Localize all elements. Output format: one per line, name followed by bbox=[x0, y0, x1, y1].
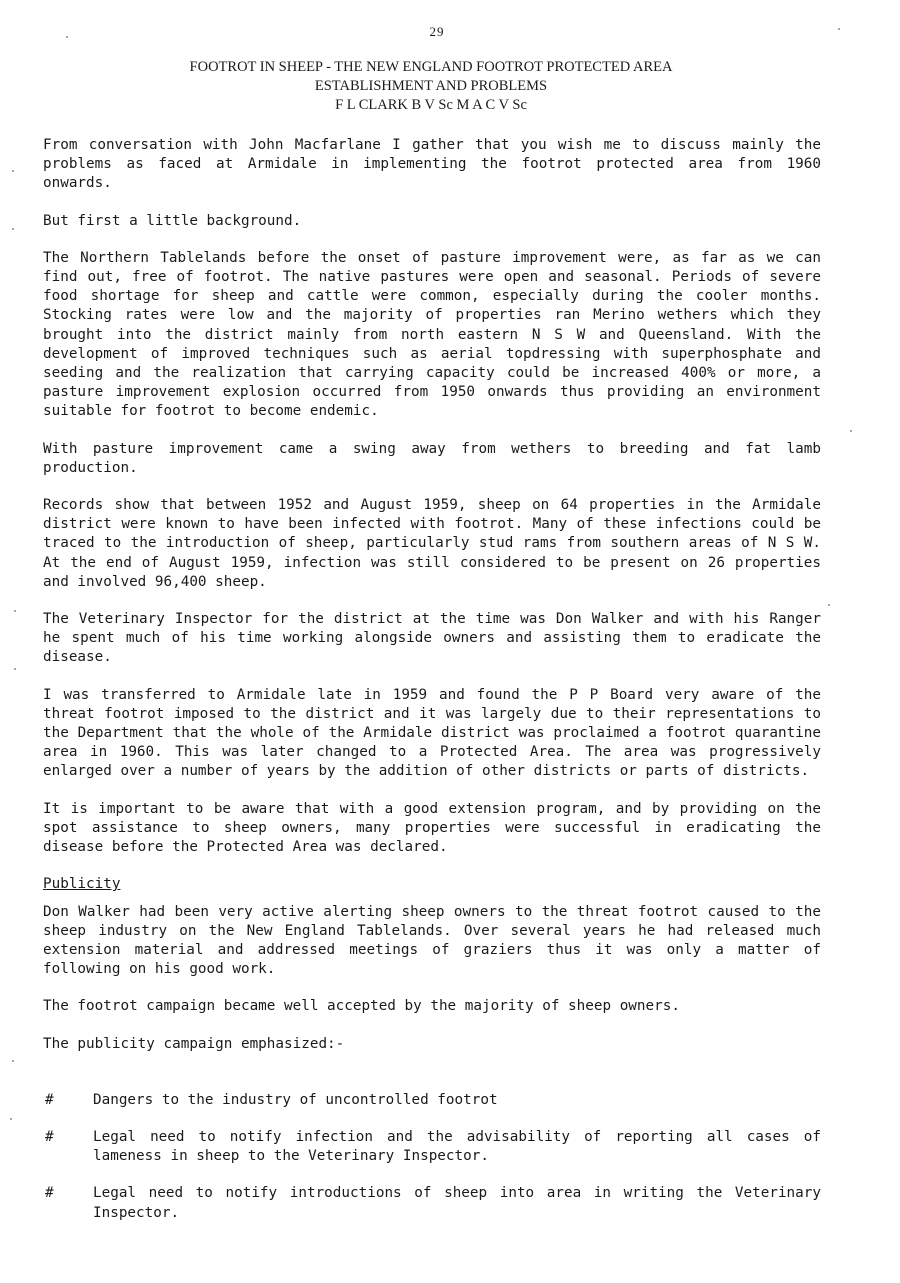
paragraph-extension-program: It is important to be aware that with a good extension program, and by providing on the spot assistance to sheep owners, many properties were successful in eradicating the disease before the Protected Area was declared. bbox=[43, 800, 821, 856]
paragraph-campaign-emphasized: The publicity campaign emphasized:- bbox=[43, 1035, 345, 1052]
bullet-text: Dangers to the industry of uncontrolled footrot bbox=[93, 1091, 498, 1108]
publicity-bullet-list bbox=[43, 1091, 821, 1223]
list-item bbox=[43, 1128, 821, 1166]
author-line: F L CLARK B V Sc M A C V Sc bbox=[335, 97, 527, 113]
scan-speck bbox=[850, 430, 852, 432]
page-number: 29 bbox=[429, 24, 445, 39]
paragraph-background-lead: But first a little background. bbox=[43, 212, 302, 229]
scan-speck bbox=[12, 1060, 14, 1062]
scan-speck bbox=[12, 228, 14, 230]
scan-speck bbox=[14, 668, 16, 670]
scan-speck bbox=[12, 170, 14, 172]
list-item bbox=[43, 1184, 821, 1222]
scan-speck bbox=[14, 610, 16, 612]
section-heading-publicity: Publicity bbox=[43, 876, 121, 893]
paragraph-intro: From conversation with John Macfarlane I gather that you wish me to discuss mainly the problems as faced at Armidale in implementing the footrot protected area from 1960 onwards. bbox=[43, 137, 821, 192]
paragraph-don-walker: Don Walker had been very active alerting sheep owners to the threat footrot caused to the sheep industry on the New England Tablelands. Over several years he had released much extension material and addressed meetings of graziers thus it was only a matter of following on his good work. bbox=[43, 903, 821, 978]
paragraph-pasture-improvement: With pasture improvement came a swing away from wethers to breeding and fat lamb production. bbox=[43, 440, 821, 476]
paragraph-records: Records show that between 1952 and August 1959, sheep on 64 properties in the Armidale district were known to have been infected with footrot. Many of these infections could be traced to the introduction of sheep, particularly stud rams from southern areas of N S W. At the end of August 1959, infection was still considered to be present on 26 properties and involved 96,400 sheep. bbox=[43, 497, 821, 590]
document-body bbox=[43, 136, 821, 1241]
paragraph-northern-tablelands: The Northern Tablelands before the onset of pasture improvement were, as far as we can find out, free of footrot. The native pastures were open and seasonal. Periods of severe food shortage for sheep and cattle were common, especially during the cooler months. Stocking rates were low and the majority of properties ran Merino wethers which they brought into the district mainly from north eastern N S W and Queensland. With the development of improved techniques such as aerial topdressing with superphosphate and seeding and the realization that carrying capacity could be increased 400% or more, a pasture improvement explosion occurred from 1950 onwards thus providing an environment suitable for footrot to become endemic. bbox=[43, 249, 821, 420]
bullet-marker: # bbox=[45, 1128, 54, 1145]
document-subtitle: ESTABLISHMENT AND PROBLEMS bbox=[314, 78, 548, 94]
scan-speck bbox=[828, 604, 830, 606]
list-item bbox=[43, 1091, 821, 1110]
title-block bbox=[0, 58, 862, 115]
bullet-marker: # bbox=[45, 1185, 54, 1202]
paragraph-transfer: I was transferred to Armidale late in 1959 and found the P P Board very aware of the threat footrot imposed to the district and it was largely due to their representations to the Department that the whole of the Armidale district was proclaimed a footrot quarantine area in 1960. This was later changed to a Protected Area. The area was progressively enlarged over a number of years by the addition of other districts or parts of districts. bbox=[43, 686, 821, 780]
bullet-text: Legal need to notify introductions of sheep into area in writing the Veterinary Inspector. bbox=[93, 1185, 821, 1221]
paragraph-veterinary-inspector: The Veterinary Inspector for the district at the time was Don Walker and with his Ranger he spent much of his time working alongside owners and assisting them to eradicate the disease. bbox=[43, 611, 821, 666]
scan-speck bbox=[66, 36, 68, 38]
paragraph-campaign-accepted: The footrot campaign became well accepted by the majority of sheep owners. bbox=[43, 998, 680, 1015]
document-title: FOOTROT IN SHEEP - THE NEW ENGLAND FOOTROT PROTECTED AREA bbox=[189, 59, 673, 75]
scan-speck bbox=[10, 1118, 12, 1120]
bullet-marker: # bbox=[45, 1091, 54, 1108]
scan-speck bbox=[838, 28, 840, 30]
bullet-text: Legal need to notify infection and the advisability of reporting all cases of lameness in sheep to the Veterinary Inspector. bbox=[93, 1128, 821, 1165]
